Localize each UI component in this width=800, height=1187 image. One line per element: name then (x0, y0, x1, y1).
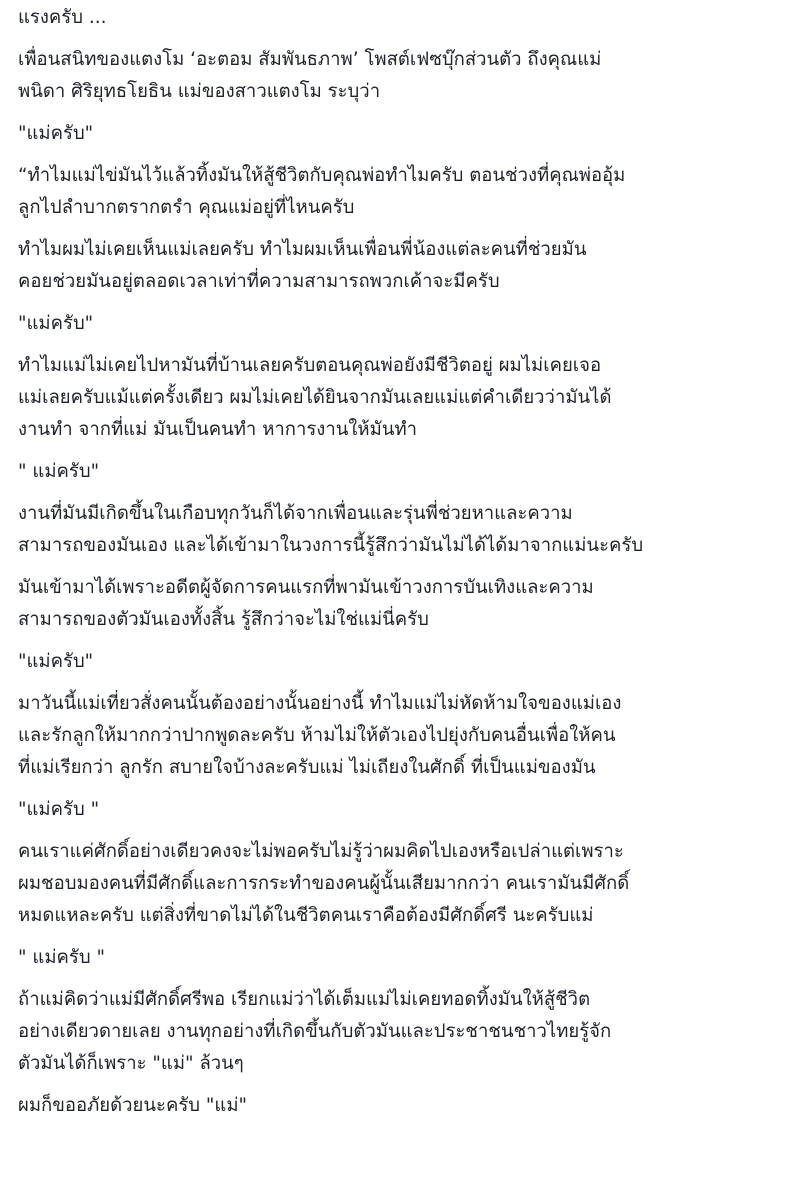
post-paragraph (18, 646, 793, 678)
post-paragraph (18, 942, 793, 974)
paragraph-line: "แม่ครับ" (18, 123, 94, 144)
paragraph-line: คอยช่วยมันอยู่ตลอดเวลาเท่าที่ความสามารถพวกเค้าจะมีครับ (18, 271, 500, 292)
post-paragraph (18, 456, 793, 488)
post-paragraph (18, 2, 793, 34)
paragraph-line: " แม่ครับ" (18, 461, 100, 482)
post-paragraph (18, 984, 793, 1080)
post-paragraph (18, 118, 793, 150)
paragraph-line: "แม่ครับ " (18, 799, 100, 820)
post-text (18, 2, 793, 1132)
paragraph-line: แม่เลยครับแม้แต่ครั้งเดียว ผมไม่เคยได้ยินจากมันเลยแม่แต่คำเดียวว่ามันได้ (18, 387, 612, 408)
paragraph-line: มันเข้ามาได้เพราะอดีตผู้จัดการคนแรกที่พามันเข้าวงการบันเทิงและความ (18, 577, 594, 598)
paragraph-line: ตัวมันได้ก็เพราะ "แม่" ล้วนๆ (18, 1053, 244, 1074)
paragraph-line: เพื่อนสนิทของแตงโม ‘อะตอม สัมพันธภาพ’ โพสต์เฟซบุ๊กส่วนตัว ถึงคุณแม่ (18, 49, 602, 70)
post-paragraph (18, 234, 793, 298)
post-paragraph (18, 836, 793, 932)
paragraph-line: “ทำไมแม่ไข่มันไว้แล้วทิ้งมันให้สู้ชีวิตกับคุณพ่อทำไมครับ ตอนช่วงที่คุณพ่ออุ้ม (18, 165, 626, 186)
paragraph-line: อย่างเดียวดายเลย งานทุกอย่างที่เกิดขึ้นกับตัวมันและประชาชนชาวไทยรู้จัก (18, 1021, 612, 1042)
post-paragraph (18, 308, 793, 340)
paragraph-line: งานทำ จากที่แม่ มันเป็นคนทำ หาการงานให้มันทำ (18, 419, 418, 440)
paragraph-line: ลูกไปลำบากตรากตรำ คุณแม่อยู่ที่ไหนครับ (18, 197, 355, 218)
paragraph-line: ถ้าแม่คิดว่าแม่มีศักดิ์ศรีพอ เรียกแม่ว่าได้เต็มแม่ไม่เคยทอดทิ้งมันให้สู้ชีวิต (18, 989, 591, 1010)
post-paragraph (18, 1090, 793, 1122)
paragraph-line: พนิดา ศิริยุทธโยธิน แม่ของสาวแตงโม ระบุว่า (18, 81, 381, 102)
paragraph-line: มาวันนี้แม่เที่ยวสั่งคนนั้นต้องอย่างนั้นอย่างนี้ ทำไมแม่ไม่หัดห้ามใจของแม่เอง (18, 693, 622, 714)
post-paragraph (18, 350, 793, 446)
post-paragraph (18, 498, 793, 562)
paragraph-line: สามารถของมันเอง และได้เข้ามาในวงการนี้รู้สึกว่ามันไม่ได้ได้มาจากแม่นะครับ (18, 535, 644, 556)
paragraph-line: งานที่มันมีเกิดขึ้นในเกือบทุกวันก็ได้จากเพื่อนและรุ่นพี่ช่วยหาและความ (18, 503, 573, 524)
paragraph-line: "แม่ครับ" (18, 651, 94, 672)
paragraph-line: ผมชอบมองคนที่มีศักดิ์และการกระทำของคนผู้นั้นเสียมากกว่า คนเรามันมีศักดิ์ (18, 873, 630, 894)
paragraph-line: สามารถของตัวมันเองทั้งสิ้น รู้สึกว่าจะไม่ใช่แม่นี่ครับ (18, 609, 429, 630)
post-paragraph (18, 794, 793, 826)
paragraph-line: " แม่ครับ " (18, 947, 105, 968)
paragraph-line: ทำไมแม่ไม่เคยไปหามันที่บ้านเลยครับตอนคุณพ่อยังมีชีวิตอยู่ ผมไม่เคยเจอ (18, 355, 602, 376)
paragraph-line: ที่แม่เรียกว่า ลูกรัก สบายใจบ้างละครับแม่ ไม่เถียงในศักดิ์ ที่เป็นแม่ของมัน (18, 757, 596, 778)
paragraph-line: คนเราแค่ศักดิ์อย่างเดียวคงจะไม่พอครับไม่รู้ว่าผมคิดไปเองหรือเปล่าแต่เพราะ (18, 841, 624, 862)
paragraph-line: แรงครับ ... (18, 7, 107, 28)
paragraph-line: "แม่ครับ" (18, 313, 94, 334)
paragraph-line: ทำไมผมไม่เคยเห็นแม่เลยครับ ทำไมผมเห็นเพื่อนพี่น้องแต่ละคนที่ช่วยมัน (18, 239, 587, 260)
post-paragraph (18, 688, 793, 784)
paragraph-line: หมดแหละครับ แต่สิ่งที่ขาดไม่ได้ในชีวิตคนเราคือต้องมีศักดิ์ศรี นะครับแม่ (18, 905, 594, 926)
post-paragraph (18, 572, 793, 636)
post-paragraph (18, 44, 793, 108)
post-paragraph (18, 160, 793, 224)
paragraph-line: และรักลูกให้มากกว่าปากพูดละครับ ห้ามไม่ให้ตัวเองไปยุ่งกับคนอื่นเพื่อให้คน (18, 725, 616, 746)
paragraph-line: ผมก็ขออภัยด้วยนะครับ "แม่" (18, 1095, 248, 1116)
